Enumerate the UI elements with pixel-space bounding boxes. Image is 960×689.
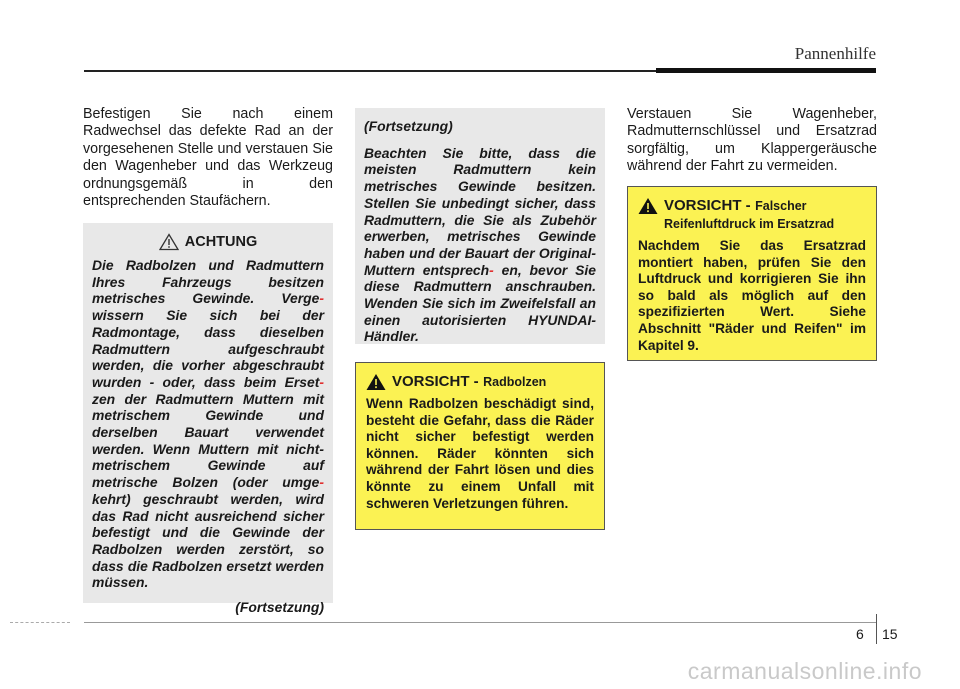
page-number: 15: [882, 626, 898, 642]
storage-paragraph: Verstauen Sie Wagenheber, Radmutternschlüssel und Ersatzrad sorgfältig, um Klappergeräusche während der Fahrt zu vermeiden.: [627, 106, 877, 175]
watermark-text: carmanualsonline.info: [687, 658, 922, 684]
achtung-box: [83, 223, 333, 616]
warning-triangle-outline-icon: [159, 233, 179, 251]
vorsicht-radbolzen-text: Wenn Radbolzen beschädigt sind, besteht die Gefahr, dass die Räder nicht sicher befestigt werden können. Räder könnten sich während der Fahrt lösen und dies könnte zu einem Unfall mit schweren Verletzungen führen.: [366, 396, 594, 511]
vorsicht-subtitle-line2: Reifenluftdruck im Ersatzrad: [664, 217, 835, 231]
vorsicht-title: VORSICHT -: [392, 373, 479, 390]
achtung-text: Die Radbolzen und Radmuttern Ihres Fahrzeugs besitzen metrisches Gewinde. Verge- wissern Sie sich bei der Radmontage, dass dieselben Radmuttern aufgeschraubt werden, die vorher abgeschraubt wurden - oder, dass beim Erset- zen der Radmuttern Muttern mit metrischem Gewinde und derselben Bauart verwendet werden. Wenn Muttern mit nicht-metrischem Gewinde auf metrische Bolzen (oder umge- kehrt) geschraubt werden, wird das Rad nicht ausreichend sicher befestigt und die Gewinde der Radbolzen werden zerstört, so dass die Radbolzen ersetzt werden müssen.: [92, 257, 324, 591]
chapter-number: 6: [856, 626, 864, 642]
vorsicht-reifen-text: Nachdem Sie das Ersatzrad montiert haben, prüfen Sie den Luftdruck und korrigieren Sie ihn so bald als möglich auf den spezifizierten Wert. Siehe Abschnitt "Räder und Reifen" im Kapitel 9.: [638, 238, 866, 353]
fortsetzung-text: Beachten Sie bitte, dass die meisten Radmuttern kein metrisches Gewinde besitzen. Stellen Sie unbedingt sicher, dass Radmuttern, die Sie als Zubehör erwerben, metrisches Gewinde haben und der Bauart der Original-Muttern entsprech- en, bevor Sie diese Radmuttern anschrauben. Wenden Sie sich im Zweifelsfall an einen autorisierten HYUNDAI-Händler.: [364, 144, 597, 345]
column-1-text: [83, 106, 333, 210]
achtung-continued: (Fortsetzung): [235, 599, 324, 616]
vorsicht-subtitle: Radbolzen: [483, 375, 547, 389]
footer-dash: [10, 622, 70, 623]
warning-triangle-filled-icon: [638, 197, 658, 215]
vorsicht-title: VORSICHT -: [664, 197, 751, 214]
fortsetzung-heading: (Fortsetzung): [364, 118, 453, 134]
warning-triangle-filled-icon: [366, 373, 386, 391]
vorsicht-reifen-header: [638, 197, 866, 233]
vorsicht-radbolzen-box: [355, 362, 605, 530]
stowing-paragraph: Befestigen Sie nach einem Radwechsel das defekte Rad an der vorgesehenen Stelle und verstauen Sie den Wagenheber und das Werkzeug ordnungsgemäß in den entsprechenden Staufächern.: [83, 106, 333, 210]
vorsicht-radbolzen-header: [366, 373, 594, 391]
footer-rule: [84, 622, 876, 623]
vorsicht-subtitle: Falscher: [755, 199, 807, 213]
section-title: Pannenhilfe: [794, 44, 876, 63]
page-number-separator: [876, 614, 877, 644]
achtung-title: ACHTUNG: [184, 234, 258, 250]
achtung-header: [92, 233, 324, 251]
vorsicht-reifen-box: [627, 186, 877, 361]
column-3-text: [627, 106, 877, 176]
header-rule-accent: [656, 68, 876, 73]
fortsetzung-box: [355, 108, 605, 344]
